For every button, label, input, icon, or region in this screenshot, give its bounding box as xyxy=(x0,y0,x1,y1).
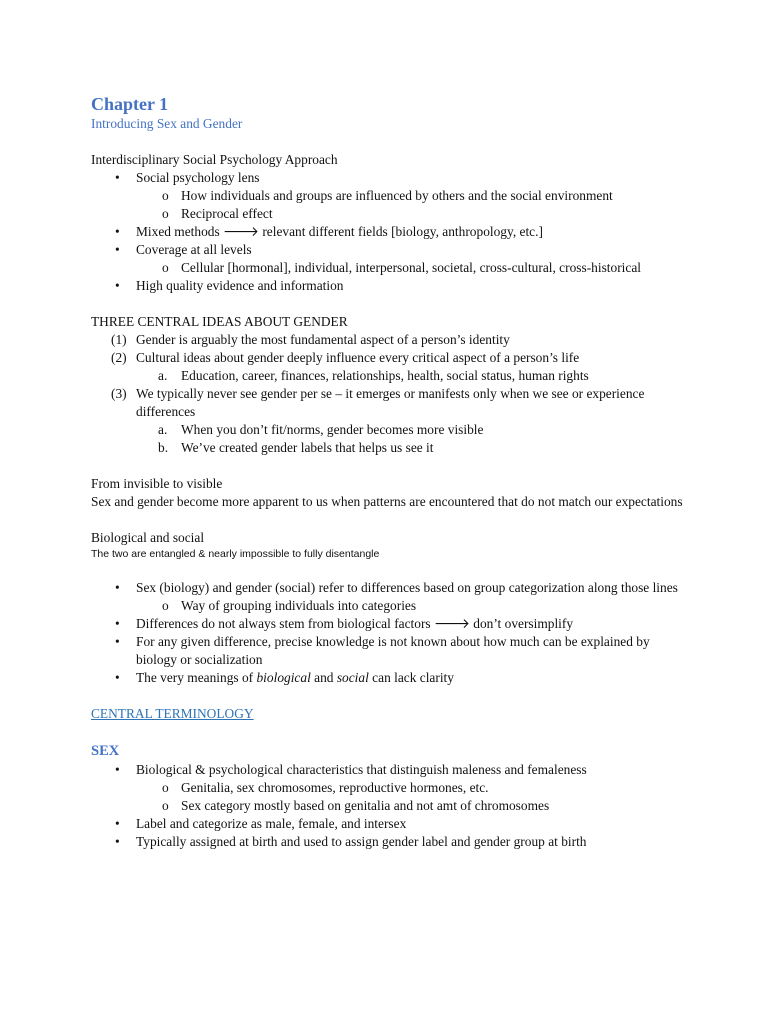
list-item: o Way of grouping individuals into categories xyxy=(162,598,417,613)
list-item: • Coverage at all levels xyxy=(115,242,252,257)
list-item: • Mixed methods 🡒 relevant different fields [biology, anthropology, etc.] xyxy=(115,224,543,239)
section-heading: Biological and social xyxy=(91,530,205,545)
list-item: (1) Gender is arguably the most fundamental aspect of a person’s identity xyxy=(111,332,510,347)
list-item: • The very meanings of biological and social can lack clarity xyxy=(115,670,454,685)
list-item: o Reciprocal effect xyxy=(162,206,273,221)
section-heading: From invisible to visible xyxy=(91,476,223,491)
list-item: • Sex (biology) and gender (social) refer to differences based on group categorization along those lines xyxy=(115,580,678,595)
list-item: • Social psychology lens xyxy=(115,170,260,185)
list-item: o Sex category mostly based on genitalia and not amt of chromosomes xyxy=(162,798,550,813)
small-note: The two are entangled & nearly impossible to fully disentangle xyxy=(91,548,380,560)
list-item: b. We’ve created gender labels that helps us see it xyxy=(158,440,434,455)
section-heading: Interdisciplinary Social Psychology Approach xyxy=(91,152,338,167)
list-item: o Cellular [hormonal], individual, interpersonal, societal, cross-cultural, cross-historical xyxy=(162,260,641,275)
list-item: • Typically assigned at birth and used to assign gender label and gender group at birth xyxy=(115,834,587,849)
sex-heading: SEX xyxy=(91,743,120,759)
chapter-title: Chapter 1 xyxy=(91,94,169,114)
list-item: • High quality evidence and information xyxy=(115,278,344,293)
list-item: • Biological & psychological characteristics that distinguish maleness and femaleness xyxy=(115,762,587,777)
list-item: (3) We typically never see gender per se – it emerges or manifests only when we see or experience differences xyxy=(111,386,645,419)
paragraph: Sex and gender become more apparent to us when patterns are encountered that do not match our expectations xyxy=(91,494,683,509)
list-item: • Label and categorize as male, female, and intersex xyxy=(115,816,407,831)
list-item: • Differences do not always stem from biological factors 🡒 don’t oversimplify xyxy=(115,616,574,631)
list-item: o Genitalia, sex chromosomes, reproductive hormones, etc. xyxy=(162,780,489,795)
list-item: a. When you don’t fit/norms, gender becomes more visible xyxy=(158,422,484,437)
list-item: a. Education, career, finances, relationships, health, social status, human rights xyxy=(158,368,589,383)
terminology-link[interactable]: CENTRAL TERMINOLOGY xyxy=(91,706,254,721)
list-item: • For any given difference, precise knowledge is not known about how much can be explained by biology or socialization xyxy=(115,634,650,667)
chapter-subtitle: Introducing Sex and Gender xyxy=(91,116,243,131)
section-heading: THREE CENTRAL IDEAS ABOUT GENDER xyxy=(91,314,348,329)
document-page xyxy=(91,93,691,851)
list-item: o How individuals and groups are influenced by others and the social environment xyxy=(162,188,613,203)
arrow-icon: 🡒 xyxy=(433,616,470,631)
list-item: (2) Cultural ideas about gender deeply influence every critical aspect of a person’s life xyxy=(111,350,580,365)
arrow-icon: 🡒 xyxy=(223,224,259,239)
